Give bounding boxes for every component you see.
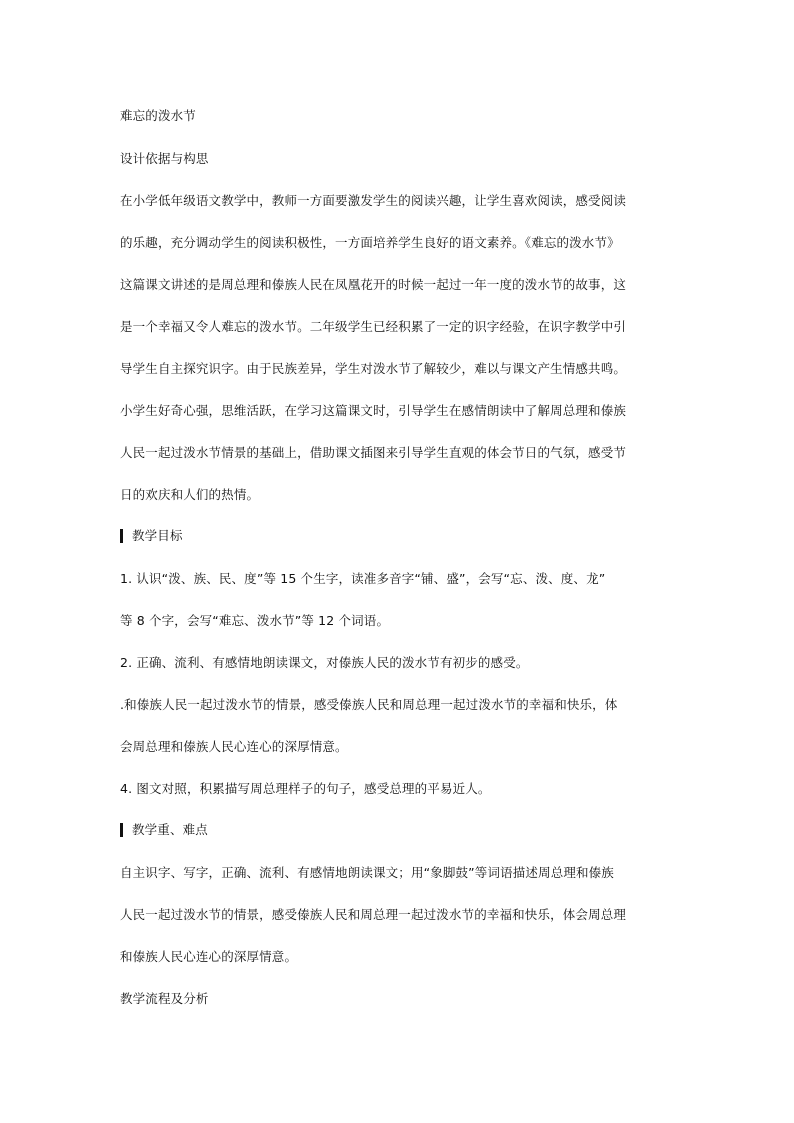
document-title: 难忘的泼水节 — [120, 108, 196, 123]
paragraph-line: 导学生自主探究识字。由于民族差异，学生对泼水节了解较少，难以与课文产生情感共鸣。 — [120, 361, 627, 376]
heading-bar-marker — [120, 529, 123, 543]
section-heading-goals — [120, 527, 680, 545]
paragraph-line: 人民一起过泼水节情景的基础上，借助课文插图来引导学生直观的体会节日的气氛，感受节 — [120, 445, 627, 460]
list-item-continuation: 会周总理和傣族人民心连心的深厚情意。 — [120, 739, 348, 754]
list-item: .和傣族人民一起过泼水节的情景，感受傣族人民和周总理一起过泼水节的幸福和快乐，体 — [120, 697, 618, 712]
list-item: 2. 正确、流利、有感情地朗读课文，对傣族人民的泼水节有初步的感受。 — [120, 655, 529, 670]
paragraph-line: 日的欢庆和人们的热情。 — [120, 487, 260, 502]
paragraph-line: 小学生好奇心强，思维活跃，在学习这篇课文时，引导学生在感情朗读中了解周总理和傣族 — [120, 403, 627, 418]
list-item: 1. 认识“泼、族、民、度”等 15 个生字，读准多音字“铺、盛”，会写“忘、泼、度、龙” — [120, 571, 606, 586]
section-heading-flow: 教学流程及分析 — [120, 991, 209, 1006]
section-heading-design: 设计依据与构思 — [120, 151, 209, 166]
section-heading-label: 教学重、难点 — [132, 822, 208, 837]
heading-bar-marker — [120, 823, 123, 837]
section-heading-key-points — [120, 821, 680, 839]
paragraph-line: 和傣族人民心连心的深厚情意。 — [120, 949, 298, 964]
list-item-continuation: 等 8 个字，会写“难忘、泼水节”等 12 个词语。 — [120, 613, 390, 628]
paragraph-line: 这篇课文讲述的是周总理和傣族人民在凤凰花开的时候一起过一年一度的泼水节的故事，这 — [120, 277, 627, 292]
paragraph-line: 自主识字、写字，正确、流利、有感情地朗读课文；用“象脚鼓”等词语描述周总理和傣族 — [120, 865, 614, 880]
paragraph-line: 是一个幸福又令人难忘的泼水节。二年级学生已经积累了一定的识字经验，在识字教学中引 — [120, 319, 627, 334]
section-heading-label: 教学目标 — [132, 528, 183, 543]
list-item: 4. 图文对照，积累描写周总理样子的句子，感受总理的平易近人。 — [120, 781, 491, 796]
paragraph-line: 在小学低年级语文教学中，教师一方面要激发学生的阅读兴趣，让学生喜欢阅读，感受阅读 — [120, 193, 627, 208]
paragraph-line: 人民一起过泼水节的情景，感受傣族人民和周总理一起过泼水节的幸福和快乐，体会周总理 — [120, 907, 627, 922]
paragraph-line: 的乐趣，充分调动学生的阅读积极性，一方面培养学生良好的语文素养。《难忘的泼水节》 — [120, 235, 620, 250]
